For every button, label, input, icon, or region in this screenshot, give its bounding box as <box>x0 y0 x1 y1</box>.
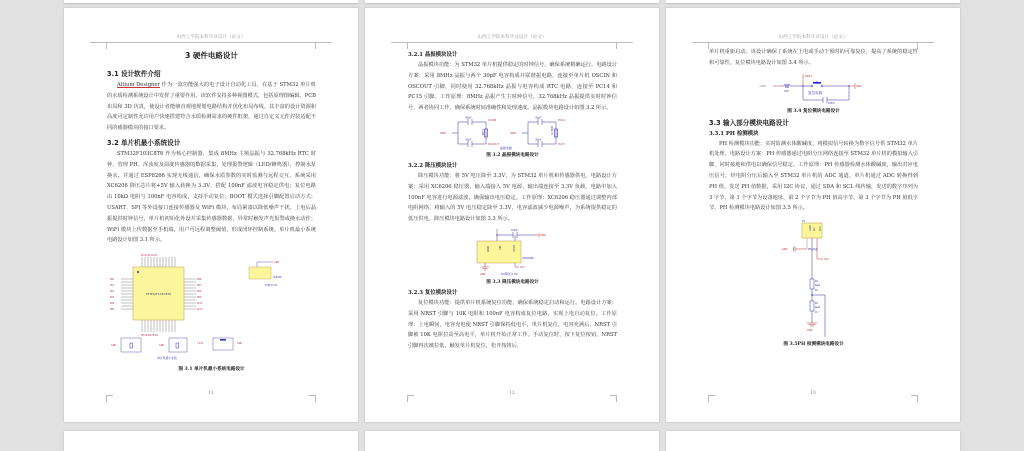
margin-mark <box>911 395 918 402</box>
figure-caption: 图 3.3 降压模块电路设计 <box>486 279 539 285</box>
net-label: VCC <box>823 258 829 262</box>
page-number: 12 <box>509 391 515 396</box>
net-label: OSCIN <box>487 118 496 122</box>
resistor-ref: R2 <box>814 280 818 284</box>
svg-text:PB2: PB2 <box>110 308 115 312</box>
cap-label: 30pF <box>464 138 471 142</box>
previous-page-edge <box>666 0 960 3</box>
mcu-label: STM32F103C8T6 <box>145 292 172 297</box>
pin-label: VIN <box>498 245 502 250</box>
figure-caption: 图 3.4 复位模块电路设计 <box>787 108 840 114</box>
svg-text:PB3: PB3 <box>197 296 202 300</box>
cap-label: 30pF <box>464 116 471 120</box>
running-header: 山西工学院本科毕业设计（论文） <box>778 35 848 40</box>
pin-label: VCC <box>818 226 822 232</box>
margin-mark <box>610 395 617 402</box>
figure-mcu-schematic <box>107 252 317 364</box>
net-label: GND <box>539 233 546 237</box>
resistor-type: Res2 <box>814 306 820 310</box>
resistor-value: 1K <box>814 289 818 293</box>
document-page-13 <box>666 8 960 422</box>
svg-text:+3V3: +3V3 <box>197 342 204 346</box>
svg-text:PA15: PA15 <box>197 302 203 306</box>
sensor-label: PH传感器 <box>807 248 818 252</box>
header-rule <box>391 42 633 43</box>
cap-label: 100nF <box>827 101 835 105</box>
margin-mark <box>708 395 715 402</box>
subsection-heading: 3.3.1 PH 检测模块 <box>709 130 759 137</box>
header-rule <box>90 42 332 43</box>
net-label: OSCOUT <box>487 142 499 146</box>
page-body <box>709 47 918 350</box>
figure-reset-schematic <box>759 72 869 106</box>
subsystem-label: 单片机最小系统 <box>157 356 177 361</box>
crystal-label: 32.768K <box>550 125 554 135</box>
subsection-heading: 3.2.3 复位模块设计 <box>408 289 458 296</box>
software-name: Altium Designer <box>117 82 160 88</box>
svg-text:PB5: PB5 <box>197 290 202 294</box>
paragraph: 单片机重新启动。该设计确保了系统在上电或手动干预时的可靠复位，提高了系统的稳定性和可靠性。复位模块电路设计如图 3.4 所示。 <box>709 49 918 66</box>
previous-page-edge <box>365 0 659 3</box>
subsection-heading: 3.2.2 降压模块设计 <box>408 162 458 169</box>
resistor-ref: R4 <box>814 302 818 306</box>
pin-label: GND <box>486 246 490 252</box>
svg-text:PB0: PB0 <box>110 302 115 306</box>
svg-text:PA2: PA2 <box>110 284 115 288</box>
cap-label: 30pF <box>534 116 541 120</box>
paragraph: 降压模块功能：将 5V 电压降至 3.3V，为 STM32 单片机和传感器供电。电路设计方案：采用 XC6206 稳压器，输入端接入 5V 电源，输出端连接至 3.3V 负载，电路中加入 100nF 电容进行电源滤波，确保输出电压稳定。工作原理：XC6206 稳压器通过调整内部电阻网络，将输入的 5V 电压稳定降至 3.3V，电容滤波减少电源噪声，为系统提供稳定的低压供电。降压模块电路设计如图 3.3 所示。 <box>408 172 617 223</box>
svg-text:PA6: PA6 <box>110 296 115 300</box>
svg-text:GND: GND <box>111 344 117 348</box>
net-label: GND <box>509 131 516 135</box>
margin-mark <box>407 395 414 402</box>
page-body <box>107 46 316 375</box>
paragraph: 晶振模块功能：为 STM32 单片机提供稳定的时钟信号，确保系统精确运行。电路设计方案：采用 8MHz 晶振与两个 30pF 电容构成并联谐振电路，连接至单片机 OSCIN 和 OSCOUT 引脚，同时使用 32.768kHz 晶振与电容构成 RTC 电路，连接至 PC14 和 PC15 引脚。工作原理：8MHz 晶振产生主时钟信号，32.768kHz 晶振提供实时时钟信号，两者协同工作，确保系统时间准确性和处理速度。晶振模块电路设计如图 3.2 所示。 <box>408 62 617 112</box>
cap-label: 30pF <box>534 138 541 142</box>
page-body <box>408 48 617 352</box>
svg-text:PA13: PA13 <box>197 308 203 312</box>
page-number: 13 <box>810 391 816 396</box>
circuit-label: 晶振电路 <box>499 145 512 150</box>
header-rule <box>692 42 934 43</box>
cap-label: 100nF <box>510 228 518 232</box>
running-header: 山西工学院本科毕业设计（论文） <box>477 35 547 40</box>
net-label: 3V3 <box>519 265 525 269</box>
figure-ldo-schematic <box>473 227 553 277</box>
resistor-type: Res2 <box>814 284 820 288</box>
svg-text:5V降压3.3V: 5V降压3.3V <box>265 284 278 288</box>
figure-caption: 图 3.5PH 检测模块电路设计 <box>783 342 844 348</box>
paragraph: STM32F103C8T6 作为核心控制器，集成 8MHz 主频晶振与 32.768kHz RTC 时钟，管理 PH、浑浊度及温度传感器的数据采集，处理报警逻辑（LED/蜂鸣器），控制水泵换水，并通过 ESP8266 实现无线通信，确保水质参数的实时监测与远程交互。系统采用 XC6206 降压芯片将+5V 输入转换为 3.3V，搭配 100nF 滤波电容稳定供电；复位电路由 10kΩ 电阻与 100nF 电容构成，支持手动复位；BOOT 模式选择引脚配置启动方式；USART、SPI 等外设接口连接传感器及 WiFi 模块，布局紧凑以降低噪声干扰。上电后晶振提供时钟信号，单片机初始化外设并采集传感器数据，异常时触发声光报警或换水动作；WiFi 模块上传数据至手机端，用户可远程调整阈值，形成闭环控制系统。单片机最小系统电路设计如图 3.1 所示。 <box>107 150 316 244</box>
svg-text:PA0: PA0 <box>110 278 115 282</box>
net-label: GND <box>806 329 812 333</box>
crystal-label: 8MHz <box>481 128 485 135</box>
circuit-label: 复位电路 <box>807 90 822 95</box>
margin-mark <box>106 395 113 402</box>
next-page-edge <box>666 431 960 451</box>
paragraph: 复位模块功能：提供单片机系统复位功能，确保系统稳定启动和运行。电路设计方案：采用 NRST 引脚与 10K 电阻和 100nF 电容构成复位电路，实现上电自动复位。工作原理：上电瞬间，电容充电使 NRST 引脚保持低电平，单片机复位，电容充满后，NRST 引脚被 10K 电阻拉高至高电平，单片机开始正常工作。手动复位时，按下复位按钮，NRST 引脚再次被拉低，触发单片机复位，松开按钮后， <box>408 299 617 350</box>
next-page-edge <box>365 431 659 451</box>
document-page-12 <box>365 8 659 422</box>
svg-text:GND: GND <box>274 261 280 265</box>
net-label: GND <box>439 131 446 135</box>
net-label: PC15 <box>557 142 565 146</box>
section-heading: 3.3 输入部分模块电路设计 <box>709 118 789 127</box>
figure-caption: 图 3.2 晶振模块电路设计 <box>486 152 539 158</box>
page-number: 11 <box>208 391 214 396</box>
figure-ph-schematic <box>779 219 849 339</box>
net-label: +3V3 <box>758 84 766 88</box>
net-label: GND <box>855 84 861 88</box>
margin-mark <box>309 395 316 402</box>
resistor-value: 1K <box>814 311 818 315</box>
svg-text:PB7: PB7 <box>197 284 202 288</box>
next-page-edge <box>64 431 358 451</box>
pin-label: AO <box>812 227 816 232</box>
chapter-title: 3 硬件电路设计 <box>185 51 238 60</box>
subsection-heading: 3.2.1 晶振模块设计 <box>408 52 458 58</box>
paragraph: PH 检测模块功能：实时监测水体酸碱度，将模拟信号转换为数字信号供 STM32 单片机处理。电路设计方案：PH 传感器通过电阻分压网络连接至 STM32 单片机的模拟输入引脚，同时接地和供电以确保信号稳定。工作原理：PH 传感器检测水体酸碱度，输出对应电压信号，经电阻分压后输入至 STM32 单片机的 ADC 通道，单片机通过 ADC 转换得到 PH 值。发送 PH 值数据，采用 I2C 协议，通过 SDA 和 SCL 线传输，发送的数字序列为 3 字节，第 1 个字节为设备地址，第 2 个字节为 PH 值高字节，第 3 个字节为 PH 值低字节。PH 检测模块电路设计如图 3.5 所示。 <box>709 140 918 212</box>
svg-text:GND: GND <box>159 344 165 348</box>
document-page-11 <box>64 8 358 422</box>
figure-crystal-schematic <box>438 116 588 150</box>
pin-label: VOUT <box>512 244 516 252</box>
running-header: 山西工学院本科毕业设计（论文） <box>176 35 246 40</box>
resistor-label: 10K <box>783 89 789 93</box>
pin-label: GND <box>808 225 812 232</box>
section-heading: 3.1 设计软件介绍 <box>107 70 161 78</box>
svg-text:XC6206: XC6206 <box>273 276 282 280</box>
net-label: PC14 <box>557 118 565 122</box>
paragraph-text: 作为一款功能强大的电子设计自动化工具，在基于 STM32 单片机的水质检测系统设计中发挥了重要作用。该软件支持多种视图模式，包括原理图编辑、PCB 布局和 3D 仿真，使设计者能够直观地规划电路结构并优化布局布线。其丰富的设计资源和高度可定制性允许用户快速搭建符合水质检测需求的硬件框架，通过自定义元件封装适配不同的感器模块的接口要求。 <box>107 82 316 132</box>
svg-text:PA PA PA PA PA: PA PA PA PA PA <box>141 254 158 258</box>
paragraph <box>107 80 316 134</box>
svg-text:PA4: PA4 <box>110 290 115 294</box>
svg-text:GND: GND <box>237 342 243 346</box>
svg-text:PB9: PB9 <box>197 278 202 282</box>
figure-caption: 图 3.1 单片机最小系统电路设计 <box>178 367 245 373</box>
section-heading: 3.2 单片机最小系统设计 <box>107 138 181 147</box>
ref-label: P1 <box>801 220 805 224</box>
net-label: GND <box>479 272 485 276</box>
net-label: NRST <box>804 74 812 78</box>
circuit-label: 5V降压3.3V <box>500 271 518 276</box>
chip-label: XC6206 <box>521 255 534 260</box>
net-label: GND <box>781 248 787 252</box>
previous-page-edge <box>64 0 358 3</box>
svg-text:PB PB PB PB PB: PB PB PB PB PB <box>141 334 158 338</box>
